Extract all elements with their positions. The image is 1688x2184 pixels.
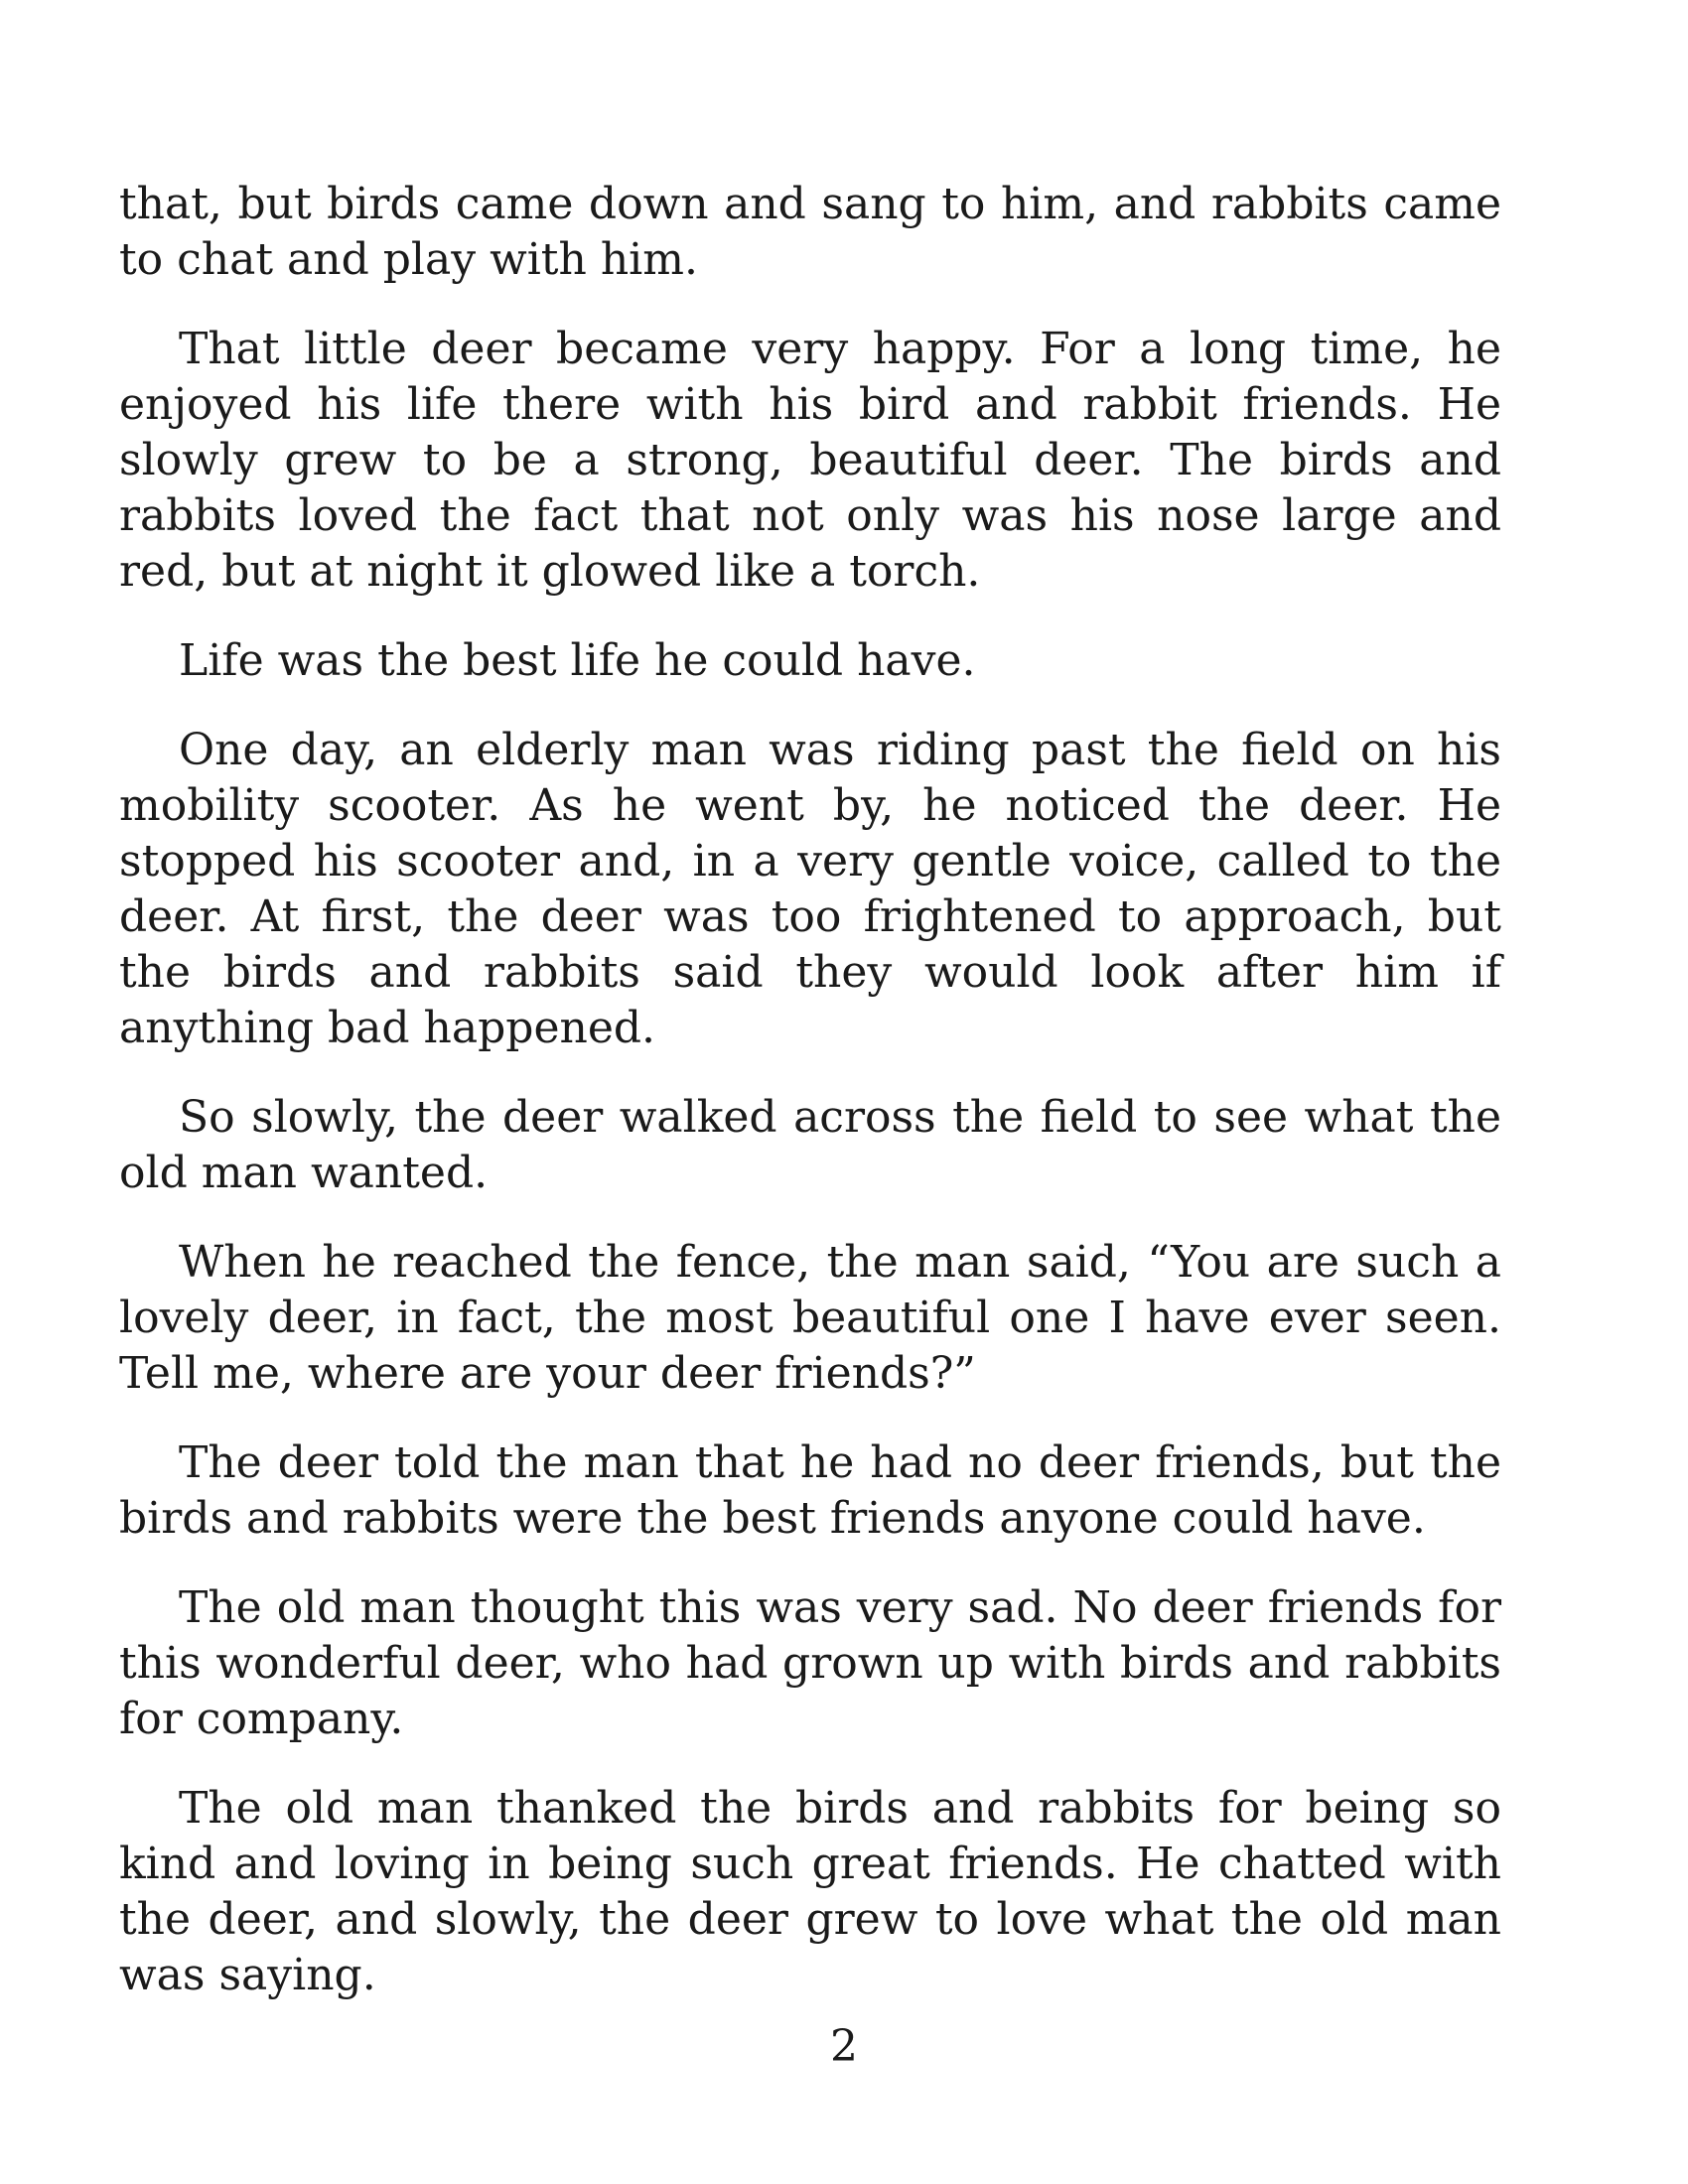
paragraph-4: One day, an elderly man was riding past the field on his mobility scooter. As he went by, he noticed the deer. He stopped his scooter and, in a very gentle voice, called to the deer. At first, the deer was too frightened to approach, but the birds and rabbits said they would look after him if anything bad happened. bbox=[119, 725, 1501, 1053]
paragraph-6: When he reached the fence, the man said, “You are such a lovely deer, in fact, the most beautiful one I have ever seen. Tell me, where are your deer friends?” bbox=[119, 1237, 1501, 1399]
paragraph-1: that, but birds came down and sang to him, and rabbits came to chat and play with him. bbox=[119, 179, 1501, 285]
page-body bbox=[119, 177, 1501, 2037]
paragraph-2: That little deer became very happy. For a long time, he enjoyed his life there with his bird and rabbit friends. He slowly grew to be a strong, beautiful deer. The birds and rabbits loved the fact that not only was his nose large and red, but at night it glowed like a torch. bbox=[119, 324, 1501, 597]
paragraph-7: The deer told the man that he had no deer friends, but the birds and rabbits were the best friends anyone could have. bbox=[119, 1437, 1501, 1544]
paragraph-3: Life was the best life he could have. bbox=[179, 635, 976, 686]
paragraph-5: So slowly, the deer walked across the field to see what the old man wanted. bbox=[119, 1092, 1501, 1198]
page-number: 2 bbox=[830, 2021, 858, 2072]
paragraph-8: The old man thought this was very sad. No deer friends for this wonderful deer, who had grown up with birds and rabbits for company. bbox=[119, 1582, 1501, 1744]
paragraph-9: The old man thanked the birds and rabbits for being so kind and loving in being such great friends. He chatted with the deer, and slowly, the deer grew to love what the old man was saying. bbox=[119, 1783, 1501, 2000]
